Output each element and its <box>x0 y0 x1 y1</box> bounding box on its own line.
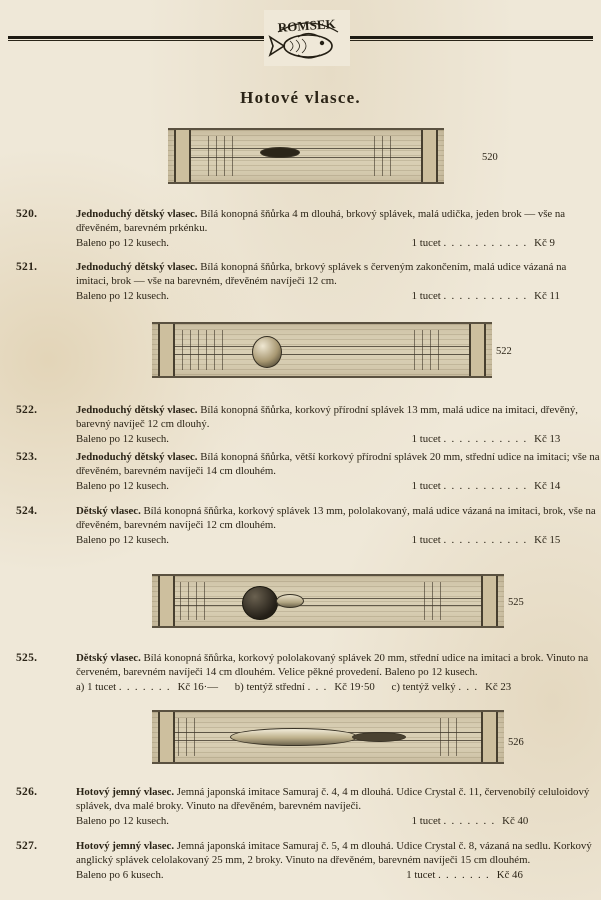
fish-logo-icon <box>264 10 350 66</box>
svg-text:ROMSEK: ROMSEK <box>277 16 337 36</box>
illustration-526-number: 526 <box>508 737 524 748</box>
entry-525-option-b: b) tentýž střední . . . Kč 19·50 <box>234 680 375 693</box>
entry-521-number: 521. <box>16 261 38 273</box>
entry-526-pack: Baleno po 12 kusech. <box>76 814 169 827</box>
entry-523-desc: Bílá konopná šňůrka, větší korkový přírodní splávek 20 mm, střední udice na imitaci; vše na dřevěném, barevném navíječi 14 cm dlouhém. <box>76 451 600 477</box>
entry-526-dots: . . . . . . . <box>443 814 496 827</box>
entry-521-title: Jednoduchý dětský vlasec. <box>76 261 198 273</box>
entry-522-title: Jednoduchý dětský vlasec. <box>76 404 198 416</box>
entry-524-number: 524. <box>16 505 38 517</box>
entry-524-pack: Baleno po 12 kusech. <box>76 533 169 546</box>
entry-521-pack: Baleno po 12 kusech. <box>76 289 169 302</box>
entry-526-number: 526. <box>16 786 38 798</box>
entry-525-option-c: c) tentýž velký . . . Kč 23 <box>391 680 512 693</box>
entry-521-unit: 1 tucet <box>411 289 441 302</box>
entry-520-pack: Baleno po 12 kusech. <box>76 236 169 249</box>
entry-523-number: 523. <box>16 451 38 463</box>
illustration-525 <box>152 574 504 628</box>
entry-527-desc: Jemná japonská imitace Samuraj č. 5, 4 m dlouhá. Udice Crystal č. 8, vázaná na sedlu. Korkový anglický splávek celolakovaný 25 mm, 2 broky. Vinuto na dřevěném, barevném navíječi 15 cm dlouhém. <box>76 840 592 866</box>
entry-527-number: 527. <box>16 840 38 852</box>
entry-521-price: Kč 11 <box>534 289 560 302</box>
entry-522-unit: 1 tucet <box>411 432 441 445</box>
entry-523-title: Jednoduchý dětský vlasec. <box>76 451 198 463</box>
illustration-525-number: 525 <box>508 597 524 608</box>
entry-520-number: 520. <box>16 208 38 220</box>
entry-526-title: Hotový jemný vlasec. <box>76 786 175 798</box>
entry-525-desc: Bílá konopná šňůrka, korkový pololakovaný splávek 20 mm, střední udice na imitaci a brok. Vinuto na červeném, barevném navíječi 14 cm dlouhém. Velice pěkné provedení. Baleno po 12 kusech. <box>76 652 589 678</box>
entry-522-number: 522. <box>16 404 38 416</box>
entry-527-price: Kč 46 <box>496 868 523 881</box>
entry-520-dots: . . . . . . . . . . . <box>443 236 528 249</box>
entry-522-price: Kč 13 <box>534 432 561 445</box>
entry-523-unit: 1 tucet <box>411 479 441 492</box>
entry-520-unit: 1 tucet <box>411 236 441 249</box>
entry-527-title: Hotový jemný vlasec. <box>76 840 175 852</box>
entry-524-desc: Bílá konopná šňůrka, korkový splávek 13 mm, pololakovaný, malá udice vázaná na imitaci, brok, vše na dřevěném, barevném navíječi 12 cm dlouhém. <box>76 505 596 531</box>
entry-526-price: Kč 40 <box>502 814 529 827</box>
entry-521-dots: . . . . . . . . . . . <box>443 289 528 302</box>
entry-527-unit: 1 tucet <box>406 868 436 881</box>
illustration-520-number: 520 <box>482 152 498 163</box>
entry-526-desc: Jemná japonská imitace Samuraj č. 4, 4 m dlouhá. Udice Crystal č. 11, červenobílý celuloidový splávek, dva malé broky. Vinuto na dřevěném, barevném navíječi. <box>76 786 590 812</box>
entry-521-desc: Bílá konopná šňůrka, brkový splávek s červeným zakončením, malá udice vázaná na imitaci, brok — vše na barevném, dřevěném navíječi 12 cm. <box>76 261 567 287</box>
illustration-522 <box>152 322 492 378</box>
entry-524-dots: . . . . . . . . . . . <box>443 533 528 546</box>
entry-524-title: Dětský vlasec. <box>76 505 141 517</box>
entry-524-unit: 1 tucet <box>411 533 441 546</box>
entry-522-desc: Bílá konopná šňůrka, korkový přírodní splávek 13 mm, malá udice na imitaci, dřevěný, barevný navíječ 12 cm dlouhý. <box>76 404 578 430</box>
entry-525-option-a: a) 1 tucet . . . . . . . Kč 16·— <box>76 680 219 693</box>
illustration-526 <box>152 710 504 764</box>
entry-520-title: Jednoduchý dětský vlasec. <box>76 208 198 220</box>
entry-525-title: Dětský vlasec. <box>76 652 141 664</box>
entry-520-desc: Bílá konopná šňůrka 4 m dlouhá, brkový splávek, malá udička, jeden brok — vše na dřevěném, barevném prkénku. <box>76 208 566 234</box>
entry-522-dots: . . . . . . . . . . . <box>443 432 528 445</box>
entry-523-pack: Baleno po 12 kusech. <box>76 479 169 492</box>
entry-523-price: Kč 14 <box>534 479 561 492</box>
illustration-520 <box>168 128 444 184</box>
entry-527-dots: . . . . . . . <box>438 868 491 881</box>
entry-522-pack: Baleno po 12 kusech. <box>76 432 169 445</box>
illustration-522-number: 522 <box>496 346 512 357</box>
entry-525-number: 525. <box>16 652 38 664</box>
entry-526-unit: 1 tucet <box>411 814 441 827</box>
entry-524-price: Kč 15 <box>534 533 561 546</box>
entry-527-pack: Baleno po 6 kusech. <box>76 868 164 881</box>
page-title: Hotové vlasce. <box>240 88 361 107</box>
entry-523-dots: . . . . . . . . . . . <box>443 479 528 492</box>
entry-520-price: Kč 9 <box>534 236 555 249</box>
